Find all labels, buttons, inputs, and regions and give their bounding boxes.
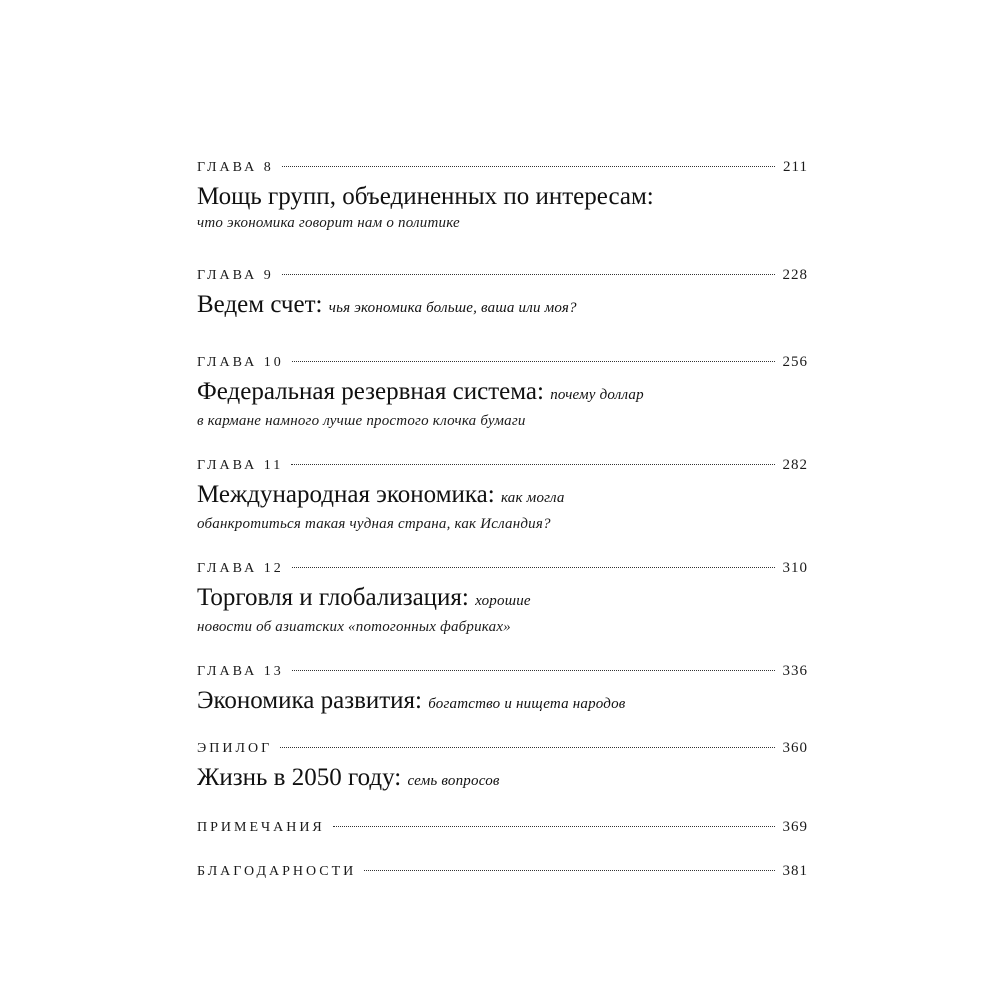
page-number: 381 [782,863,808,879]
chapter-title-text: Мощь групп, объединенных по интересам: [197,183,654,210]
toc-leader-row [197,735,808,761]
chapter-title-text: Экономика развития: [197,687,422,714]
toc-leader-row [197,814,808,840]
page-number: 336 [782,663,808,679]
toc-leader-row [197,658,808,684]
chapter-title [197,686,808,719]
dot-leader [282,166,775,167]
toc-entry-chapter-13[interactable] [197,658,808,719]
page-number: 228 [782,267,808,283]
toc-entry-chapter-10[interactable] [197,349,808,432]
table-of-contents [197,154,808,884]
chapter-subtitle-inline: богатство и нищета народов [428,696,626,712]
chapter-title [197,377,808,410]
chapter-subtitle-inline: семь вопросов [407,773,500,789]
chapter-title [197,290,808,323]
chapter-title-text: Международная экономика: [197,481,495,508]
chapter-title [197,182,808,212]
toc-entry-epilogue[interactable] [197,735,808,796]
chapter-title-text: Жизнь в 2050 году: [197,764,402,791]
dot-leader [291,464,774,465]
toc-entry-chapter-11[interactable] [197,452,808,535]
toc-entry-chapter-8[interactable] [197,154,808,234]
chapter-subtitle-inline: чья экономика больше, ваша или моя? [328,300,577,316]
chapter-label: ГЛАВА 13 [197,664,284,679]
chapter-label: ГЛАВА 11 [197,458,284,473]
chapter-title-text: Торговля и глобализация: [197,584,469,611]
page-number: 282 [782,457,808,473]
dot-leader [333,826,775,827]
toc-leader-row [197,262,808,288]
toc-leader-row [197,349,808,375]
page-number: 369 [782,819,808,835]
toc-leader-row [197,555,808,581]
toc-entry-chapter-9[interactable] [197,262,808,323]
dot-leader [292,361,775,362]
toc-leader-row [197,452,808,478]
toc-entry-acknowledgements[interactable] [197,858,808,884]
chapter-title [197,583,808,616]
page-number: 211 [783,159,808,175]
chapter-label: БЛАГОДАРНОСТИ [197,864,357,879]
page-number: 256 [782,354,808,370]
page-number: 360 [782,740,808,756]
chapter-subtitle-line: в кармане намного лучше простого клочка бумаги [197,413,526,429]
chapter-label: ГЛАВА 9 [197,268,274,283]
chapter-subtitle-line: что экономика говорит нам о политике [197,215,460,231]
page-number: 310 [782,560,808,576]
dot-leader [280,747,774,748]
dot-leader [292,670,775,671]
chapter-title [197,480,808,513]
chapter-label: ГЛАВА 12 [197,561,284,576]
toc-entry-chapter-12[interactable] [197,555,808,638]
dot-leader [364,870,774,871]
chapter-label: ГЛАВА 8 [197,160,274,175]
dot-leader [282,274,775,275]
chapter-subtitle-line: обанкротиться такая чудная страна, как Исландия? [197,516,551,532]
dot-leader [292,567,775,568]
chapter-label: ГЛАВА 10 [197,355,284,370]
toc-leader-row [197,858,808,884]
chapter-label: ЭПИЛОГ [197,741,273,756]
chapter-subtitle-inline: хорошие [475,593,531,609]
chapter-subtitle-inline: почему доллар [550,387,644,403]
chapter-label: ПРИМЕЧАНИЯ [197,820,325,835]
toc-entry-notes[interactable] [197,814,808,840]
toc-leader-row [197,154,808,180]
chapter-subtitle-inline: как могла [500,490,565,506]
chapter-title [197,763,808,796]
chapter-title-text: Федеральная резервная система: [197,378,544,405]
chapter-subtitle-line: новости об азиатских «потогонных фабриках» [197,619,511,635]
chapter-title-text: Ведем счет: [197,291,323,318]
